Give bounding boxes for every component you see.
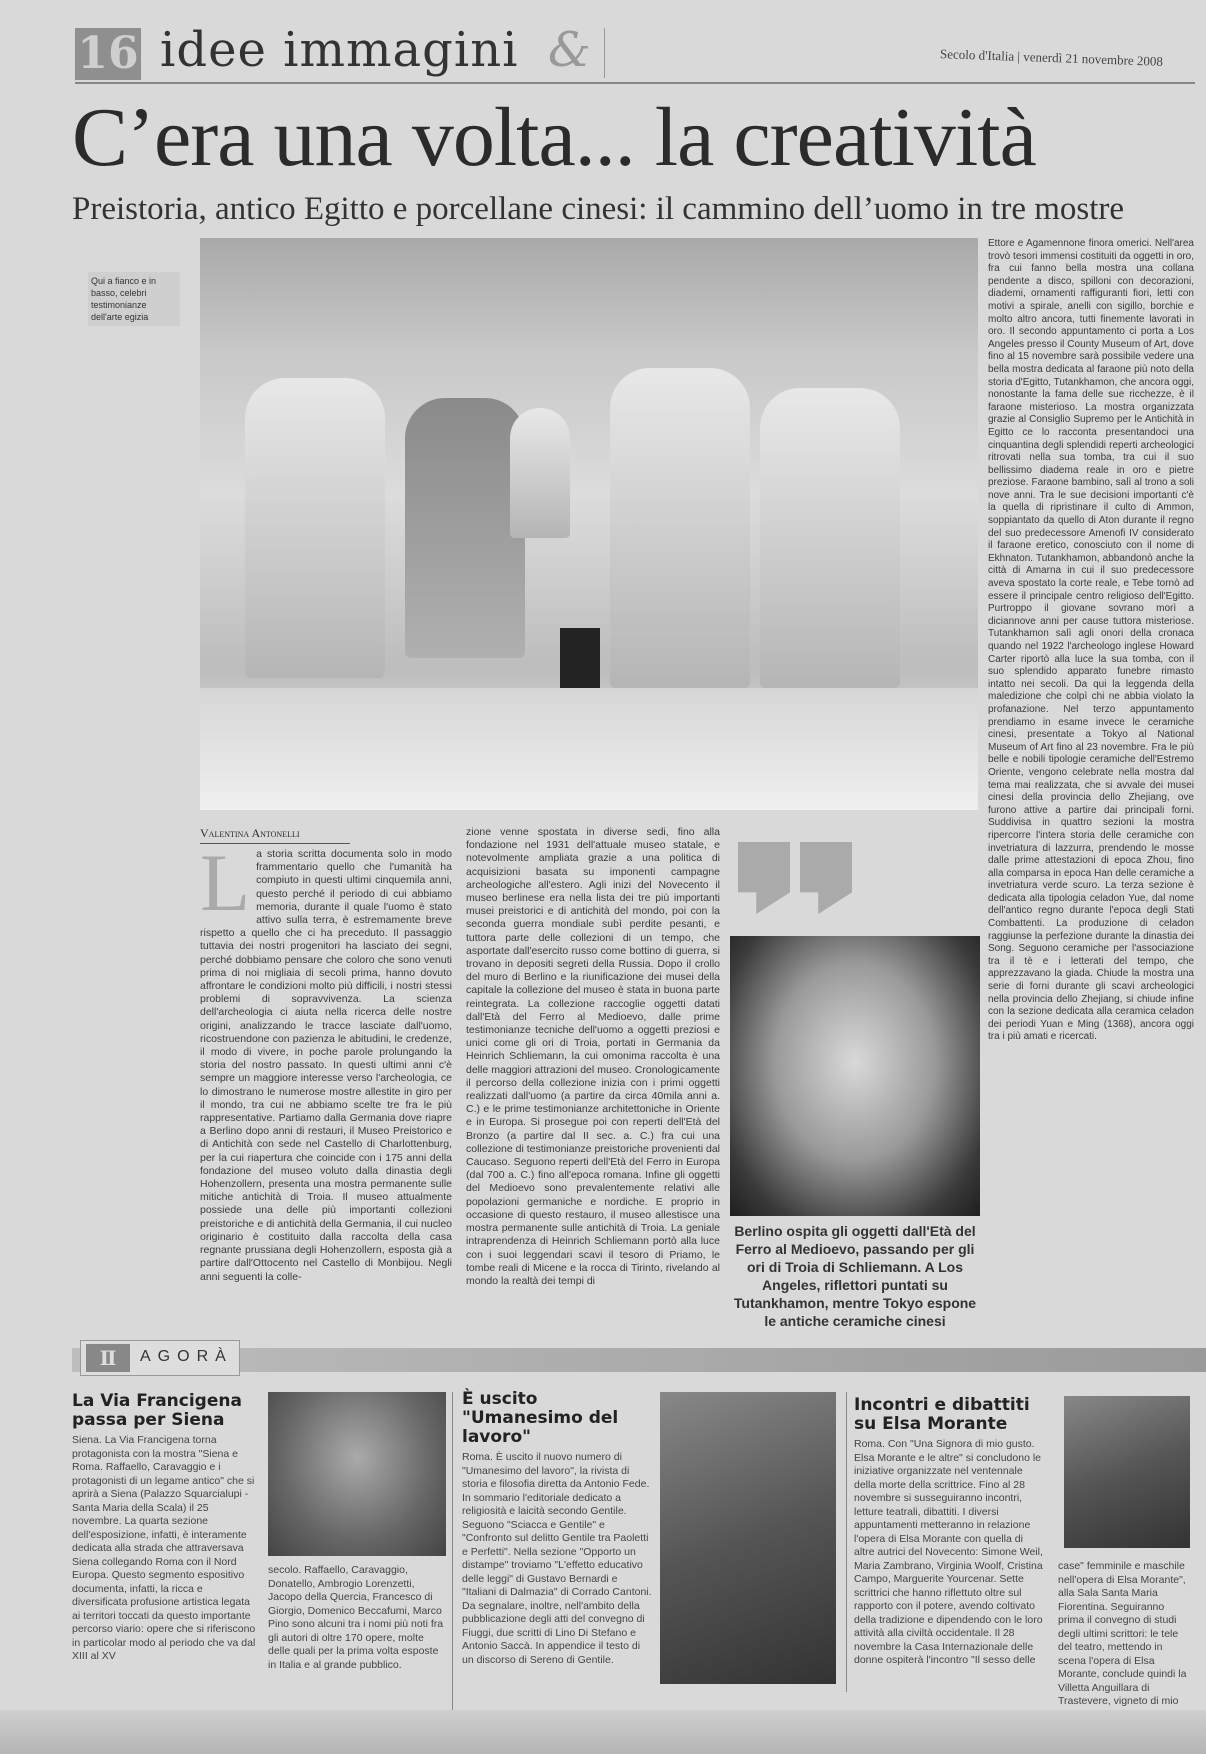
portrait-photo — [660, 1392, 836, 1684]
agora-item — [72, 1392, 256, 1742]
abu-simbel-photo — [200, 238, 978, 810]
statue-shape — [245, 378, 385, 678]
section-ampersand: & — [548, 22, 591, 78]
column-divider — [452, 1392, 453, 1742]
temple-doorway — [560, 628, 600, 688]
author-byline: Valentina Antonelli — [200, 826, 350, 844]
headline: C’era una volta... la creatività — [72, 91, 1036, 184]
temple-ground — [200, 688, 978, 810]
statue-shape — [760, 388, 900, 688]
column-temple-icon: Ⅱ — [86, 1344, 130, 1372]
header-divider — [604, 28, 605, 78]
header-rule — [75, 82, 1195, 84]
agora-item-title: È uscito "Umanesimo del lavoro" — [462, 1389, 619, 1447]
agora-bar — [72, 1348, 1206, 1372]
article-column-2: zione venne spostata in diverse sedi, fino alla fondazione nel 1931 dell'attuale museo statale, e notevolmente ampliata grazie a una politica di acquisizioni basata su imponenti campagne archeologiche all'estero. Agli inizi del Novecento il museo berlinese era nella lista dei tre più importanti musei preistorici e di antichità del mondo, poi con la seconda guerra mondiale subì perdite pesanti, e tuttora parte delle collezioni di un tempo, che asportate dall'esercito russo come bottino di guerra, si trovano in depositi segreti della Russia. Dopo il crollo del muro di Berlino e la riunificazione dei musei della capitale la collezione del museo è stata in buona parte reintegrata. La collezione raccoglie oggetti datati dall'Età del Ferro al Medioevo, dalle prime testimonianze tecniche dell'uomo a oggetti preziosi e unici come gli ori di Troia, portati in Germania da Heinrich Schliemann, la cui omonima raccolta è una delle maggiori attrazioni del museo. Cronologicamente il percorso della collezione inizia con i primi oggetti realizzati dall'uomo (a partire da circa 40mila anni a. C.) e le prime testimonianze architettoniche in Oriente e in Europa. Si prosegue poi con reperti dell'Età del Bronzo (a partire dal II sec. a. C.) fra cui una collezione di testimonianze preistoriche provenienti dal Caucaso. Seguono reperti dell'Età del Ferro in Europa (dal 700 a. C.) fino all'epoca romana. Infine gli oggetti del Medioevo sono prevalentemente relativi alle popolazioni germaniche e nordiche. E proprio in occasione di questo restauro, il museo allestisce una mostra permanente sulle antichità di Troia. La geniale intraprendenza di Heinrich Schliemann portò alla luce con i suoi leggendari scavi il tesoro di Priamo, le tombe reali di Micene e la rocca di Tirinto, rivelando al mondo la realtà dei tempi di — [466, 826, 720, 1287]
article-column-3: Ettore e Agamennone finora omerici. Nell'area trovò tesori immensi costituiti da oggetti in oro, fra cui fanno bella mostra una collana pendente a disco, spilloni con decorazioni, diademi, ornamenti raffiguranti fiori, letti con motivi a spirale, anelli con sigillo, borchie e molto altro ancora, tutti finemente lavorati in oro. Il secondo appuntamento ci porta a Los Angeles presso il County Museum of Art, dove fino al 15 novembre sarà possibile vedere una bella mostra dedicata al faraone più noto della storia d'Egitto, Tutankhamon, che ancora oggi, nonostante la fama delle sue ricchezze, è il faraone misterioso. La mostra organizzata grazie al Consiglio Supremo per le Antichità in Egitto ce lo racconta presentandoci una cinquantina degli splendidi reperti archeologici ritrovati nella sua tomba, tra cui il suo bellissimo diadema reale in oro e pietre preziose. Faraone bambino, salì al trono a soli nove anni. Tra le sue decisioni importanti c'è la quella di ripristinare il culto di Ammon, soppiantato da quello di Aton durante il regno del suo predecessore Amenofi IV considerato il faraone eretico, conosciuto con il nome di Ekhnaton. Tutankhamon, abbandonò anche la città di Amarna in cui il suo predecessore aveva spostato la corte reale, e Tebe tornò ad essere il principale centro religioso dell'Egitto. Purtroppo il giovane sovrano morì a diciannove anni per cause tuttora misteriose. Tutankhamon salì agli onori della cronaca quando nel 1922 l'archeologo inglese Howard Carter riportò alla luce la sua tomba, con il suo splendido apparato funebre rimasto intatto nei secoli. Da qui la leggenda della maledizione che colpì chi ne abbia violato la profanazione. Nel terzo appuntamento prendiamo in esame invece le ceramiche cinesi, presentate a Tokyo al National Museum of Art fino al 23 novembre. Fra le più belle e nobili tipologie ceramiche dell'Estremo Oriente, vengono celebrate nella mostra dal tema mai realizzata, che si avvale dei musei cinesi della provincia dello Zhejiang, ove furono attive a partire dai principali forni. Suddivisa in quattro sezioni la mostra ripercorre l'intera storia delle ceramiche con invetriatura di lazzurra, prendendo le mosse dalle prime attestazioni di epoca Zhou, fino alla comparsa in epoca Han delle ceramiche a invetriatura verde scuro. La terza sezione è dedicata alla tipologia celadon Yue, dal nome dell'antico regno durante l'epoca degli Stati Combattenti. La produzione di celadon raggiunse la perfezione durante la dinastia dei Song. Seguono ceramiche per l'associazione tra il tè e i letterati del tempo, che apprezzavano la giada. Chiude la mostra una serie di forni durante gli scavi archeologici nella provincia dello Zhejiang, si chiude infine con la sezione dedicata alla ceramica celadon dei periodi Yuan e Ming (1368), ancora oggi tra i più amati e ricercati. — [988, 238, 1194, 1043]
drop-cap: L — [200, 837, 251, 928]
agora-item-text-continued: case" femminile e maschile nell'opera di Elsa Morante", alla Sala Santa Maria Fiorentina. Seguiranno prima il convegno di studi degli ultimi scrittori: le tele del teatro, mettendo in scena l'opera di Elsa Morante, conclude quindi la Villetta Anguillara di Trastevere, vigneto di mio — [1058, 1560, 1187, 1707]
agora-item-text: Roma. È uscito il nuovo numero di "Umanesimo del lavoro", la rivista di storia e filosofia diretta da Antonio Fede. In sommario l'editoriale dedicato a religiosità e laicità secondo Gentile. Seguono "Sciacca e Gentile" e "Confronto sul delitto Gentile tra Paoletti e Perfetti". Nella sezione "Opporto un distampe" troviamo "L'effetto educativo delle leggi" di Gustavo Bernardi e "Italiani di Dalmazia" di Corrado Cantoni. Da segnalare, inoltre, nell'ambito della pubblicazione degli atti del convegno di Fiuggi, due scritti di Lino Di Stefano e Antonio Saccà. In appendice il testo di un discorso di Sereno di Gentile. — [462, 1451, 652, 1666]
quote-mark-icon — [800, 842, 852, 914]
page-bottom-fold — [0, 1710, 1206, 1754]
tutankhamon-mask-photo — [730, 936, 980, 1216]
article-text-1: a storia scritta documenta solo in modo frammentario quello che l'umanità ha compiuto in questi ultimi cinquemila anni, questo perché il periodo di cui abbiamo memoria, durante il quale l'uomo è stato attivo sulla terra, è estremamente breve rispetto a quello che ci ha preceduto. Il passaggio tuttavia dei nostri progenitori ha lasciato dei segni, perché dobbiamo pensare che coloro che sono venuti prima di noi migliaia di secoli prima, hanno dovuto affrontare le condizioni molto più difficili, i nostri stessi problemi di sopravvivenza. La scienza dell'archeologia ci aiuta nella ricerca delle nostre origini, analizzando le tracce lasciate dall'uomo, ricostruendone con pazienza le abitudini, le credenze, il modo di vivere, in poche parole prolungando la storia del nostro passato. In questi ultimi anni c'è sempre un maggiore interesse verso l'archeologia, ce lo dimostrano le numerose mostre allestite in giro per il mondo, tra cui ne abbiamo scelte tre fra le più rappresentative. Partiamo dalla Germania dove riapre a Berlino dopo anni di restauri, il Museo Preistorico e di Antichità con sede nel Castello di Charlottenburg, per la cui riapertura che coincide con i 175 anni della fondazione del museo voluto dalla dinastia degli Hohenzollern, presenta una mostra permanente sulle mitiche antichità di Troia. Il museo attualmente possiede una delle più importanti collezioni preistoriche e di antichità della Germania, il cui nucleo originario è costituito dalla raccolta della casa regnante prussiana degli Hohenzollern, esposta già a partire dall'Ottocento nel Castello di Monbijou. Negli anni seguenti la colle- — [200, 848, 452, 1283]
agora-item — [854, 1396, 1044, 1702]
statue-shape — [610, 368, 750, 688]
agora-item-text: Roma. Con "Una Signora di mio gusto. Elsa Morante e le altre" si concludono le iniziative organizzate nel ventennale della morte della scrittrice. Fino al 28 novembre si susseguiranno incontri, letture teatrali, dibattiti. I diversi appuntamenti metteranno in relazione l'opera di Elsa Morante con quella di altre autrici del Novecento: Simone Weil, Maria Zambrano, Virginia Woolf, Cristina Campo, Marguerite Yourcenar. Sette scrittrici che hanno riflettuto oltre sul rapporto con il potere, avendo coltivato della tradizione e dipendendo con le loro attività alla civiltà occidentale. Il 28 novembre la Casa Internazionale delle donne ospiterà l'incontro "Il sesso delle — [854, 1438, 1043, 1666]
statue-shape — [405, 398, 525, 658]
masthead-date: Secolo d'Italia | venerdì 21 novembre 2008 — [939, 46, 1164, 69]
article-column-1 — [200, 837, 452, 1328]
page-number: 16 — [75, 28, 141, 80]
agora-item-text-continued: secolo. Raffaello, Caravaggio, Donatello, Ambrogio Lorenzetti, Jacopo della Quercia, Francesco di Giorgio, Domenico Beccafumi, Marco Pino sono alcuni tra i nomi più noti fra gli autori di oltre 170 opere, molte delle quali per la prima volta esposte in Italia e al grande pubblico. — [268, 1564, 444, 1671]
subtitle: Preistoria, antico Egitto e porcellane cinesi: il cammino dell’uomo in tre mostre — [72, 191, 1125, 227]
statue-shape — [510, 408, 570, 538]
agora-item-text: Siena. La Via Francigena torna protagonista con la mostra "Siena e Roma. Raffaello, Caravaggio e i protagonisti di un legame antico" che si aprirà a Siena (Palazzo Squarcialupi - Santa Maria della Scala) il 25 novembre. La quarta sezione dell'esposizione, infatti, è interamente dedicata alla strada che attraversava Siena collegando Roma con il Nord Europa. Questo segmento espositivo documenta, infatti, la ricca e diversificata profusione artistica legata ai territori toccati da questo importante percorso viario: opere che si riferiscono in particolar modo al periodo che va dal XIII al XV — [72, 1434, 256, 1662]
column-divider — [846, 1392, 847, 1692]
agora-item — [462, 1390, 652, 1742]
agora-item-title: Incontri e dibattiti su Elsa Morante — [854, 1395, 1030, 1434]
event-photo — [1064, 1396, 1190, 1548]
agora-label: AGORÀ — [140, 1348, 233, 1365]
agora-item-title: La Via Francigena passa per Siena — [72, 1391, 242, 1430]
quote-mark-icon — [738, 842, 790, 914]
section-title: idee immagini — [160, 22, 519, 78]
pull-caption: Berlino ospita gli oggetti dall'Età del Ferro al Medioevo, passando per gli ori di Troia di Schliemann. A Los Angeles, riflettori puntati su Tutankhamon, mentre Tokyo espone le antiche ceramiche cinesi — [733, 1223, 977, 1329]
painting-photo — [268, 1392, 446, 1556]
photo-caption: Qui a fianco e in basso, celebri testimonianze dell'arte egizia — [88, 272, 180, 326]
